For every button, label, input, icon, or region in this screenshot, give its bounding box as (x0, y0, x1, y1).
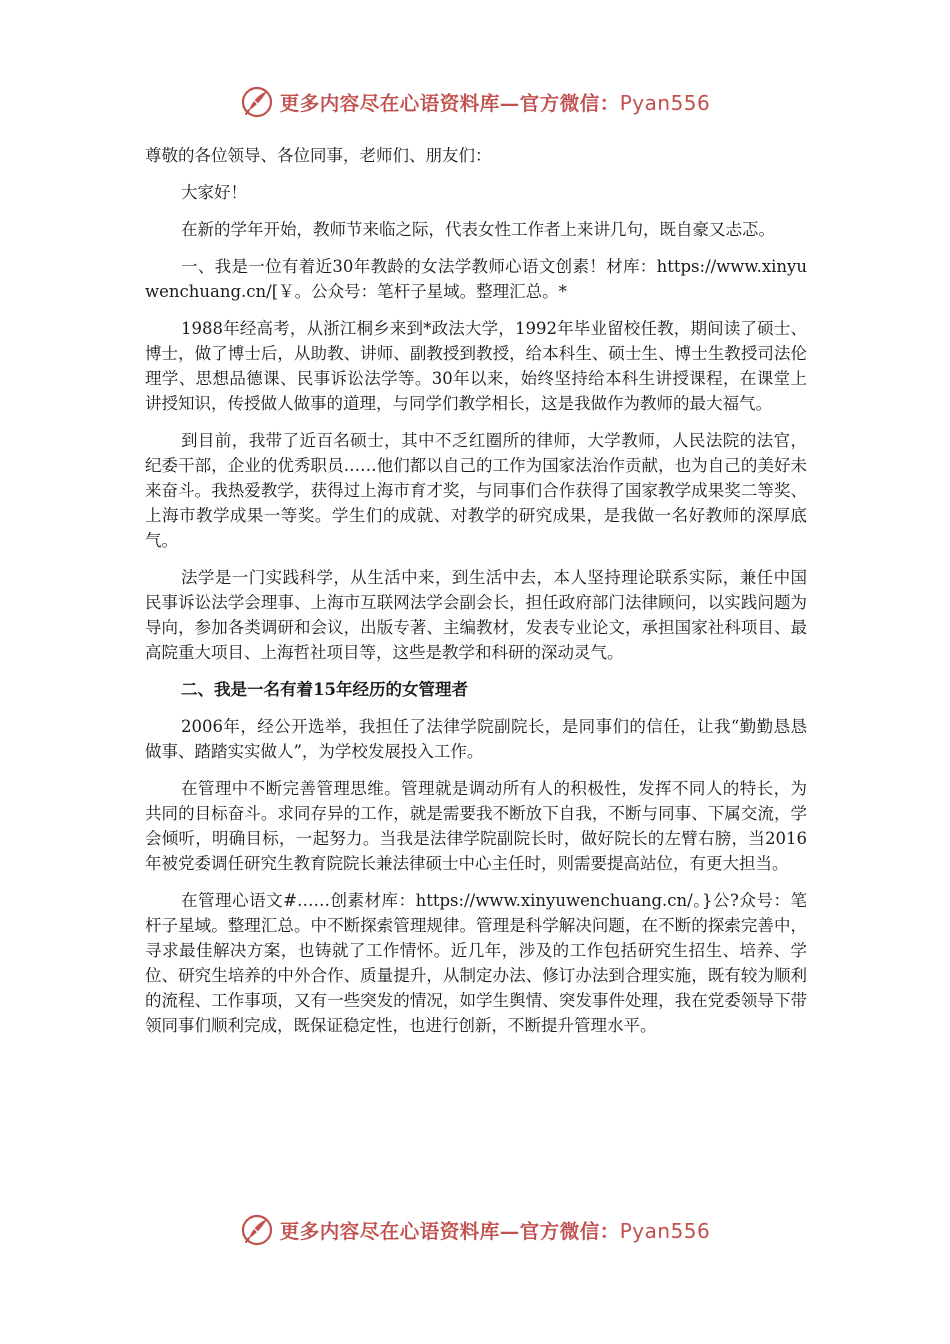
paragraph-teaching-career: 1988年经高考，从浙江桐乡来到*政法大学，1992年毕业留校任教，期间读了硕士、博士，做了博士后，从助教、讲师、副教授到教授，给本科生、硕士生、博士生教授司法伦理学、思想品德课、民事诉讼法学等。30年以来，始终坚持给本科生讲授课程，在课堂上讲授知识，传授做人做事的道理，与同学们教学相长，这是我做作为教师的最大福气。 (145, 319, 807, 413)
quill-logo-icon (240, 85, 274, 119)
header-banner (0, 82, 950, 122)
footer-wechat-id: Pyan556 (619, 1219, 711, 1243)
paragraph-management-thinking: 在管理中不断完善管理思维。管理就是调动所有人的积极性，发挥不同人的特长，为共同的目标奋斗。求同存异的工作，就是需要我不断放下自我，不断与同事、下属交流，学会倾听，明确目标，一起努力。当我是法律学院副院长时，做好院长的左臂右膀，当2016年被党委调任研究生教育院院长兼法律硕士中心主任时，则需要提高站位，有更大担当。 (145, 779, 807, 873)
header-wechat-id: Pyan556 (619, 91, 711, 115)
section-heading-1: 一、我是一位有着近30年教龄的女法学教师心语文创素！材库：https://www.xinyuwenchuang.cn/[￥。公众号：笔杆子星域。整理汇总。* (145, 257, 807, 301)
intro-paragraph: 在新的学年开始，教师节来临之际，代表女性工作者上来讲几句，既自豪又忐忑。 (181, 220, 775, 239)
paragraph-management-rules: 在管理心语文#……创素材库：https://www.xinyuwenchuang.cn/。}公?众号：笔杆子星域。整理汇总。中不断探索管理规律。管理是科学解决问题，在不断的探索完善中，寻求最佳解决方案，也铸就了工作情怀。近几年，涉及的工作包括研究生招生、培养、学位、研究生培养的中外合作、质量提升，从制定办法、修订办法到合理实施，既有较为顺利的流程、工作事项，又有一些突发的情况，如学生舆情、突发事件处理，我在党委领导下带领同事们顺利完成，既保证稳定性，也进行创新，不断提升管理水平。 (145, 891, 807, 1035)
section-heading-2: 二、我是一名有着15年经历的女管理者 (181, 680, 468, 699)
document-body (145, 143, 807, 1050)
paragraph-practice: 法学是一门实践科学，从生活中来，到生活中去，本人坚持理论联系实际，兼任中国民事诉讼法学会理事、上海市互联网法学会副会长，担任政府部门法律顾问，以实践问题为导向，参加各类调研和会议，出版专著、主编教材，发表专业论文，承担国家社科项目、最高院重大项目、上海哲社项目等，这些是教学和科研的深动灵气。 (145, 568, 807, 662)
quill-logo-icon (240, 1213, 274, 1247)
greeting: 大家好！ (181, 183, 247, 202)
salutation: 尊敬的各位领导、各位同事，老师们、朋友们： (145, 146, 492, 165)
header-banner-text: 更多内容尽在心语资料库—官方微信：Pyan556 (279, 91, 711, 115)
paragraph-students: 到目前，我带了近百名硕士，其中不乏红圈所的律师，大学教师，人民法院的法官，纪委干部，企业的优秀职员……他们都以自己的工作为国家法治作贡献，也为自己的美好未来奋斗。我热爱教学，获得过上海市育才奖，与同事们合作获得了国家教学成果奖二等奖、上海市教学成果一等奖。学生们的成就、对教学的研究成果，是我做一名好教师的深厚底气。 (145, 431, 807, 550)
paragraph-vice-dean: 2006年，经公开选举，我担任了法律学院副院长，是同事们的信任，让我“勤勤恳恳做事、踏踏实实做人”，为学校发展投入工作。 (145, 717, 807, 761)
footer-banner-text: 更多内容尽在心语资料库—官方微信：Pyan556 (279, 1219, 711, 1243)
footer-banner (0, 1210, 950, 1250)
